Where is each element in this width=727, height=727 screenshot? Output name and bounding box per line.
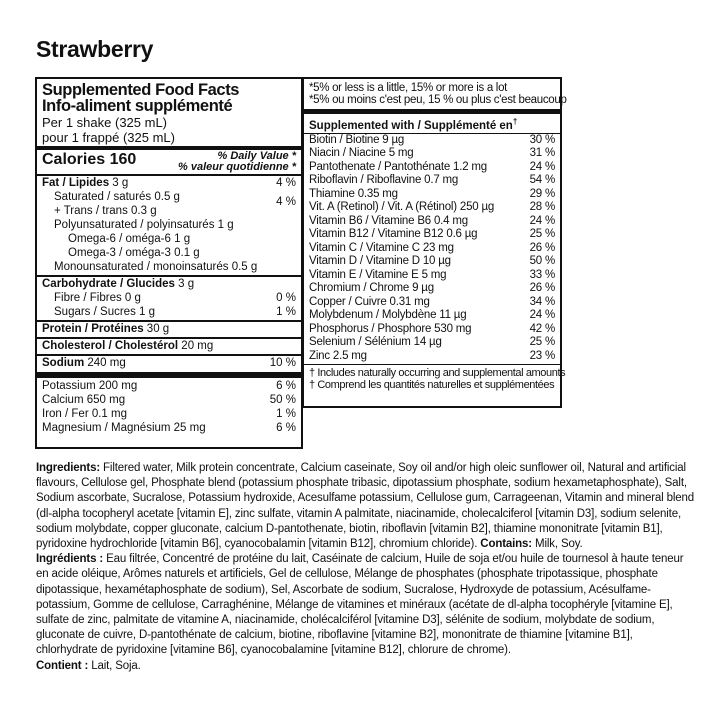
- cholesterol-amount: 20 mg: [178, 340, 214, 352]
- mineral-row: [42, 393, 296, 407]
- sodium-row: [42, 356, 296, 370]
- contains-en-label: Contains:: [477, 538, 532, 551]
- contains-en-text: Milk, Soy.: [532, 538, 583, 551]
- nutrient-value: 54 %: [529, 174, 555, 187]
- supplement-list: [309, 134, 555, 364]
- carb-row: [42, 277, 296, 291]
- nutrient-row: [309, 323, 555, 337]
- mineral-label: Potassium 200 mg: [42, 380, 138, 392]
- ingredients-fr-label: Ingrédients :: [36, 553, 104, 566]
- nutrient-value: 25 %: [529, 228, 555, 241]
- fat-row-text: + Trans / trans 0.3 g: [54, 205, 157, 217]
- mineral-row: [42, 379, 296, 393]
- fat-row-text: 3 g: [109, 177, 129, 189]
- facts-heading-en: Supplemented Food Facts: [42, 81, 240, 99]
- nutrient-value: 24 %: [529, 214, 555, 227]
- nutrient-row: [309, 188, 555, 202]
- nutrient-label: Thiamine 0.35 mg: [309, 187, 398, 200]
- nutrient-value: 23 %: [529, 349, 555, 362]
- nutrient-value: 50 %: [529, 255, 555, 268]
- mineral-value: 6 %: [276, 422, 296, 434]
- nutrient-value: 34 %: [529, 295, 555, 308]
- carb-row-bold: Carbohydrate / Glucides: [42, 278, 175, 290]
- ingredients-en-label: Ingredients:: [36, 462, 101, 474]
- nutrient-value: 30 %: [529, 133, 555, 146]
- mineral-row: [42, 421, 296, 435]
- carb-row-text: Sugars / Sucres 1 g: [54, 306, 155, 318]
- fat-breakdown: [42, 218, 296, 274]
- product-title: Strawberry: [36, 36, 154, 62]
- fat-subrow-label: Monounsaturated / monoinsaturés 0.5 g: [54, 261, 258, 273]
- contains-fr-label: Contient :: [36, 659, 89, 672]
- fat-row-text: Saturated / saturés 0.5 g: [54, 191, 180, 203]
- nutrient-label: Pantothenate / Pantothénate 1.2 mg: [309, 160, 487, 173]
- minerals-section: [42, 379, 296, 435]
- carb-row-label: [42, 277, 194, 291]
- nutrient-row: [309, 282, 555, 296]
- nutrient-label: Selenium / Sélénium 14 µg: [309, 336, 442, 349]
- nutrient-label: Vitamin D / Vitamine D 10 µg: [309, 255, 451, 268]
- mineral-row: [42, 407, 296, 421]
- daily-value-header: [178, 151, 296, 173]
- nutrient-row: [309, 269, 555, 283]
- mineral-label: Calcium 650 mg: [42, 394, 126, 406]
- nutrient-label: Biotin / Biotine 9 µg: [309, 133, 405, 146]
- nutrient-label: Vitamin E / Vitamine E 5 mg: [309, 268, 447, 281]
- nutrient-row: [309, 215, 555, 229]
- nutrient-value: 24 %: [529, 160, 555, 173]
- divider: [37, 372, 301, 378]
- fat-row-label: [42, 176, 128, 190]
- fat-value: 4 %: [276, 177, 296, 189]
- nutrient-label: Vitamin C / Vitamine C 23 mg: [309, 241, 454, 254]
- carb-row-text: Fibre / Fibres 0 g: [54, 292, 141, 304]
- nutrient-row: [309, 147, 555, 161]
- carb-row: [42, 305, 296, 319]
- sodium-label: Sodium: [42, 357, 85, 369]
- supplemented-heading-text: Supplemented with / Supplémenté en: [309, 119, 513, 132]
- fat-row: [42, 190, 180, 204]
- nutrient-row: [309, 255, 555, 269]
- nutrient-value: 26 %: [529, 241, 555, 254]
- nutrient-row: [309, 336, 555, 350]
- ingredients-fr-text: Eau filtrée, Concentré de protéine du lait, Caséinate de calcium, Huile de soja et/ou huile de tournesol à haute teneur en acide oléique, Arômes naturels et artificiels, Gel de cellulose, Mélange de phosphates (phosphate tripotassique, phosphate dipotassique, hexamétaphosphate de sodium), Sel, Ascorbate de sodium, Sucralose, Hydroxyde de potassium, Acésulfame-potassium, Gomme de cellulose, Carraghénine, Mélange de vitamines et minéraux (acétate de dl-alpha tocophéryle [vitamine E], sulfate de zinc, palmitate de vitamine A, niacinamide, cholécalciférol [vitamine D3], sélénite de sodium, molybdate de sodium, gluconate de cuivre, D-pantothénate de calcium, biotine, riboflavine [vitamine B2], mononitrate de thiamine [vitamine B1], chlorhydrate de pyridoxine [vitamine B6], cyanocobalamine [vitamine B12], chlorure de chrome).: [36, 553, 684, 657]
- nutrient-row: [309, 296, 555, 310]
- nutrient-row: [309, 201, 555, 215]
- divider: [304, 364, 560, 365]
- nutrient-value: 24 %: [529, 309, 555, 322]
- nutrient-row: [309, 134, 555, 148]
- nutrient-value: 28 %: [529, 201, 555, 214]
- nutrient-value: 26 %: [529, 282, 555, 295]
- nutrient-label: Chromium / Chrome 9 µg: [309, 282, 434, 295]
- fat-subrow: [42, 260, 296, 274]
- contains-fr-text: Lait, Soja.: [88, 659, 141, 672]
- nutrient-value: 31 %: [529, 147, 555, 160]
- contains-fr: [36, 659, 696, 674]
- nutrient-row: [309, 350, 555, 364]
- carb-row-label: [54, 291, 141, 305]
- carb-row-label: [54, 305, 155, 319]
- daily-value-en: % Daily Value *: [217, 150, 296, 162]
- fat-group: [42, 176, 296, 218]
- fat-subrow-label: Omega-3 / oméga-3 0.1 g: [68, 247, 200, 259]
- carb-row-value: [268, 277, 296, 291]
- dagger-mark: †: [512, 117, 518, 126]
- mineral-value: 6 %: [276, 380, 296, 392]
- fat-values: [276, 176, 296, 218]
- ingredients-fr: [36, 552, 696, 658]
- daily-value-note-en: *5% or less is a little, 15% or more is a lot: [309, 82, 508, 94]
- calories-row: [42, 151, 296, 173]
- serving-size-en: Per 1 shake (325 mL): [42, 115, 168, 130]
- nutrient-value: 29 %: [529, 187, 555, 200]
- fat-row-label: [54, 204, 157, 218]
- daily-value-fr: % valeur quotidienne *: [178, 161, 296, 173]
- footnote-en: † Includes naturally occurring and supplemental amounts: [309, 367, 566, 380]
- fat-subrow-label: Omega-6 / oméga-6 1 g: [68, 233, 191, 245]
- mineral-value: 50 %: [269, 394, 296, 406]
- carb-row-text: 3 g: [174, 278, 195, 290]
- ingredients-en: [36, 461, 696, 552]
- supplemented-heading: [309, 115, 555, 133]
- protein-amount: 30 g: [143, 323, 170, 335]
- fat-value: 4 %: [276, 196, 296, 208]
- nutrient-label: Riboflavin / Riboflavine 0.7 mg: [309, 174, 459, 187]
- nutrient-label: Niacin / Niacine 5 mg: [309, 147, 414, 160]
- cholesterol-row: [42, 339, 296, 353]
- mineral-label: Magnesium / Magnésium 25 mg: [42, 422, 206, 434]
- carb-row-value: 1 %: [276, 306, 296, 318]
- ingredients-en-text: Filtered water, Milk protein concentrate, Calcium caseinate, Soy oil and/or high oleic sunflower oil, Natural and artificial flavours, Cellulose gel, Phosphate blend (potassium phosphate tribasic, dipotassium phosphate, sodium hexametaphosphate), Salt, Sodium ascorbate, Sucralose, Potassium hydroxide, Acesulfame potassium, Cellulose gum, Carrageenan, Vitamin and mineral blend (dl-alpha tocopheryl acetate [vitamin E], zinc sulfate, vitamin A palmitate, niacinamide, cholecalciferol [vitamin D3], sodium selenite, sodium molybdate, copper gluconate, calcium D-pantothenate, biotin, riboflavin [vitamin B2], thiamine mononitrate [vitamin B1], pyridoxine hydrochloride [vitamin B6], cyanocobalamin [vitamin B12], chromium chloride).: [36, 462, 694, 551]
- footnote-fr: † Comprend les quantités naturelles et supplémentées: [309, 379, 555, 392]
- fat-subrow: [42, 232, 296, 246]
- nutrient-row: [309, 228, 555, 242]
- fat-row: [42, 176, 180, 190]
- nutrient-label: Zinc 2.5 mg: [309, 349, 367, 362]
- divider: [304, 109, 560, 114]
- calories-label: Calories 160: [42, 151, 137, 168]
- fat-row: [42, 204, 180, 218]
- fat-subrow: [42, 218, 296, 232]
- mineral-label: Iron / Fer 0.1 mg: [42, 408, 128, 420]
- fat-row-label: [54, 190, 180, 204]
- nutrition-facts-panel: [35, 77, 303, 449]
- facts-heading-fr: Info-aliment supplémenté: [42, 97, 233, 115]
- fat-row-bold: Fat / Lipides: [42, 177, 110, 189]
- nutrient-label: Molybdenum / Molybdène 11 µg: [309, 309, 467, 322]
- carb-row: [42, 291, 296, 305]
- carbohydrate-section: [42, 277, 296, 319]
- daily-value-note-fr: *5% ou moins c'est peu, 15 % ou plus c'est beaucoup: [309, 94, 567, 106]
- nutrient-label: Vitamin B6 / Vitamine B6 0.4 mg: [309, 214, 468, 227]
- protein-row: [42, 322, 296, 336]
- ingredients-block: [36, 461, 696, 674]
- protein-label: Protein / Protéines: [42, 323, 144, 335]
- supplement-panel: [303, 77, 567, 408]
- fat-labels: [42, 176, 180, 218]
- sodium-value: 10 %: [269, 357, 296, 369]
- carb-row-value: 0 %: [276, 292, 296, 304]
- nutrient-value: 42 %: [529, 322, 555, 335]
- nutrient-row: [309, 242, 555, 256]
- nutrient-label: Vitamin B12 / Vitamine B12 0.6 µg: [309, 228, 478, 241]
- nutrient-label: Phosphorus / Phosphore 530 mg: [309, 322, 472, 335]
- fat-subrow: [42, 246, 296, 260]
- nutrient-row: [309, 174, 555, 188]
- nutrient-row: [309, 309, 555, 323]
- mineral-value: 1 %: [276, 408, 296, 420]
- sodium-amount: 240 mg: [84, 357, 126, 369]
- nutrient-label: Vit. A (Retinol) / Vit. A (Rétinol) 250 µg: [309, 201, 495, 214]
- nutrient-value: 25 %: [529, 336, 555, 349]
- nutrient-row: [309, 161, 555, 175]
- cholesterol-label: Cholesterol / Cholestérol: [42, 340, 179, 352]
- nutrient-label: Copper / Cuivre 0.31 mg: [309, 295, 430, 308]
- nutrient-value: 33 %: [529, 268, 555, 281]
- fat-subrow-label: Polyunsaturated / polyinsaturés 1 g: [54, 219, 234, 231]
- serving-size-fr: pour 1 frappé (325 mL): [42, 130, 175, 145]
